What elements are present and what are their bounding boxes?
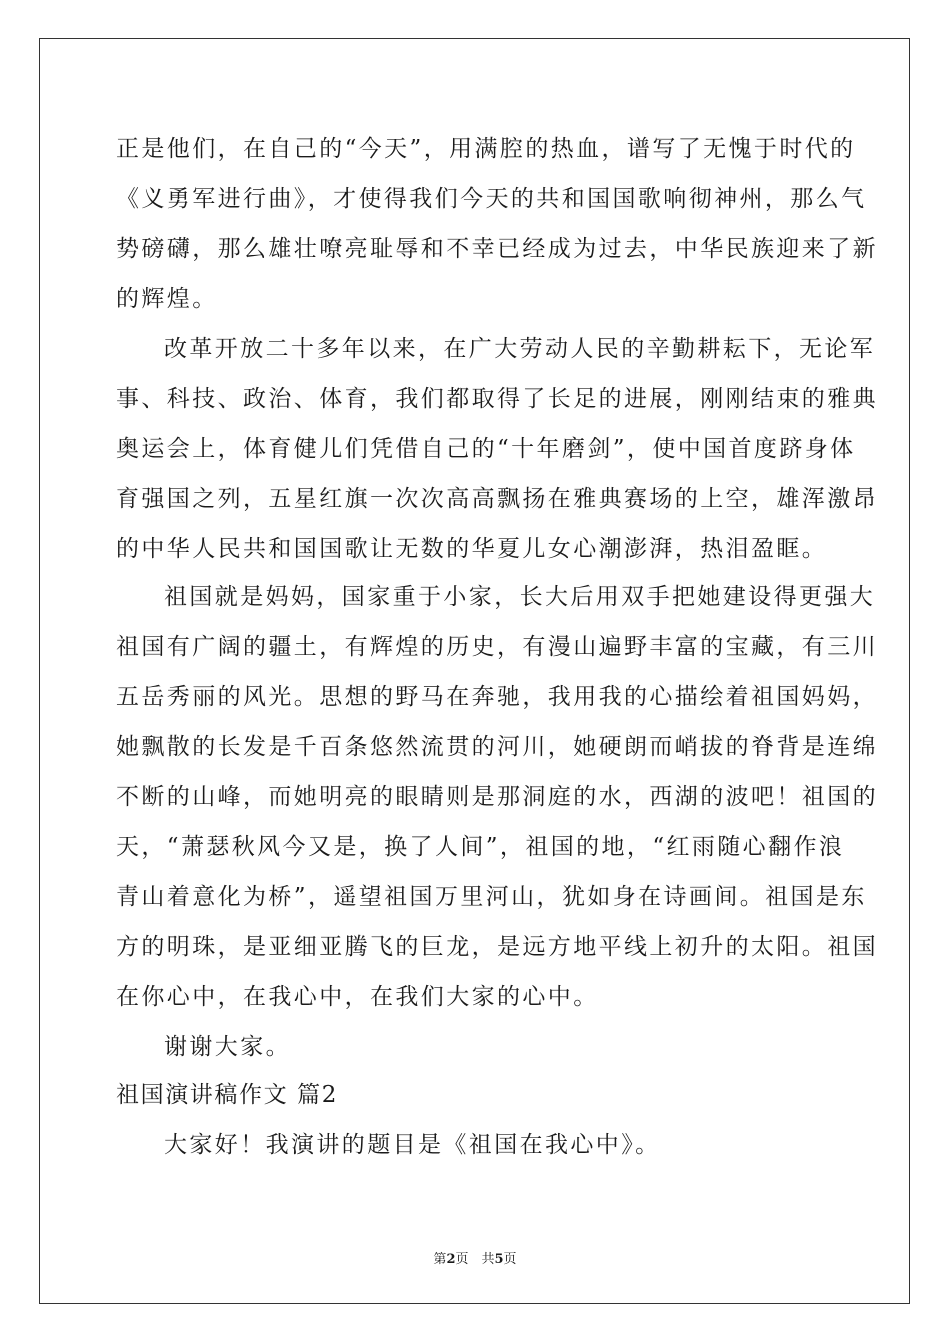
- closing-line: 谢谢大家。: [164, 1034, 291, 1060]
- text-line: 不断的山峰，而她明亮的眼睛则是那洞庭的水，西湖的波吧！祖国的: [116, 784, 878, 810]
- text-line: 她飘散的长发是千百条悠然流贯的河川，她硬朗而峭拔的脊背是连绵: [116, 734, 878, 760]
- text-line: 方的明珠，是亚细亚腾飞的巨龙，是远方地平线上初升的太阳。祖国: [116, 934, 878, 960]
- text-line: 奥运会上，体育健儿们凭借自己的“十年磨剑”，使中国首度跻身体: [116, 436, 856, 462]
- footer-total-pages: 5: [494, 1252, 504, 1267]
- text-line: 在你心中，在我心中，在我们大家的心中。: [116, 984, 599, 1010]
- paragraph-start: 祖国就是妈妈，国家重于小家，长大后用双手把她建设得更强大: [164, 584, 876, 610]
- text-line: 的辉煌。: [116, 286, 218, 312]
- footer-middle: 页 共: [455, 1252, 495, 1267]
- text-line: 育强国之列，五星红旗一次次高高飘扬在雅典赛场的上空，雄浑激昂: [116, 486, 878, 512]
- footer-page-number: 2: [446, 1252, 456, 1267]
- paragraph-start: 改革开放二十多年以来，在广大劳动人民的辛勤耕耘下，无论军: [164, 336, 876, 362]
- text-line: 祖国有广阔的疆土，有辉煌的历史，有漫山遍野丰富的宝藏，有三川: [116, 634, 878, 660]
- paragraph-start: 大家好！我演讲的题目是《祖国在我心中》。: [164, 1132, 661, 1158]
- text-line: 势磅礴，那么雄壮嘹亮耻辱和不幸已经成为过去，中华民族迎来了新: [116, 236, 878, 262]
- text-line: 的中华人民共和国国歌让无数的华夏儿女心潮澎湃，热泪盈眶。: [116, 536, 828, 562]
- text-line: 正是他们，在自己的“今天”，用满腔的热血，谱写了无愧于时代的: [116, 136, 856, 162]
- footer-prefix: 第: [433, 1252, 447, 1267]
- text-line: 五岳秀丽的风光。思想的野马在奔驰，我用我的心描绘着祖国妈妈，: [116, 684, 878, 710]
- text-line: 天，“萧瑟秋风今又是，换了人间”，祖国的地，“红雨随心翻作浪: [116, 834, 845, 860]
- page-border: [39, 38, 910, 1304]
- text-line: 事、科技、政治、体育，我们都取得了长足的进展，刚刚结束的雅典: [116, 386, 878, 412]
- text-line: 《义勇军进行曲》，才使得我们今天的共和国国歌响彻神州，那么气: [116, 186, 867, 212]
- footer-suffix: 页: [503, 1252, 517, 1267]
- page-footer: [0, 1248, 950, 1267]
- section-heading: 祖国演讲稿作文 篇2: [116, 1082, 338, 1108]
- text-line: 青山着意化为桥”，遥望祖国万里河山，犹如身在诗画间。祖国是东: [116, 884, 867, 910]
